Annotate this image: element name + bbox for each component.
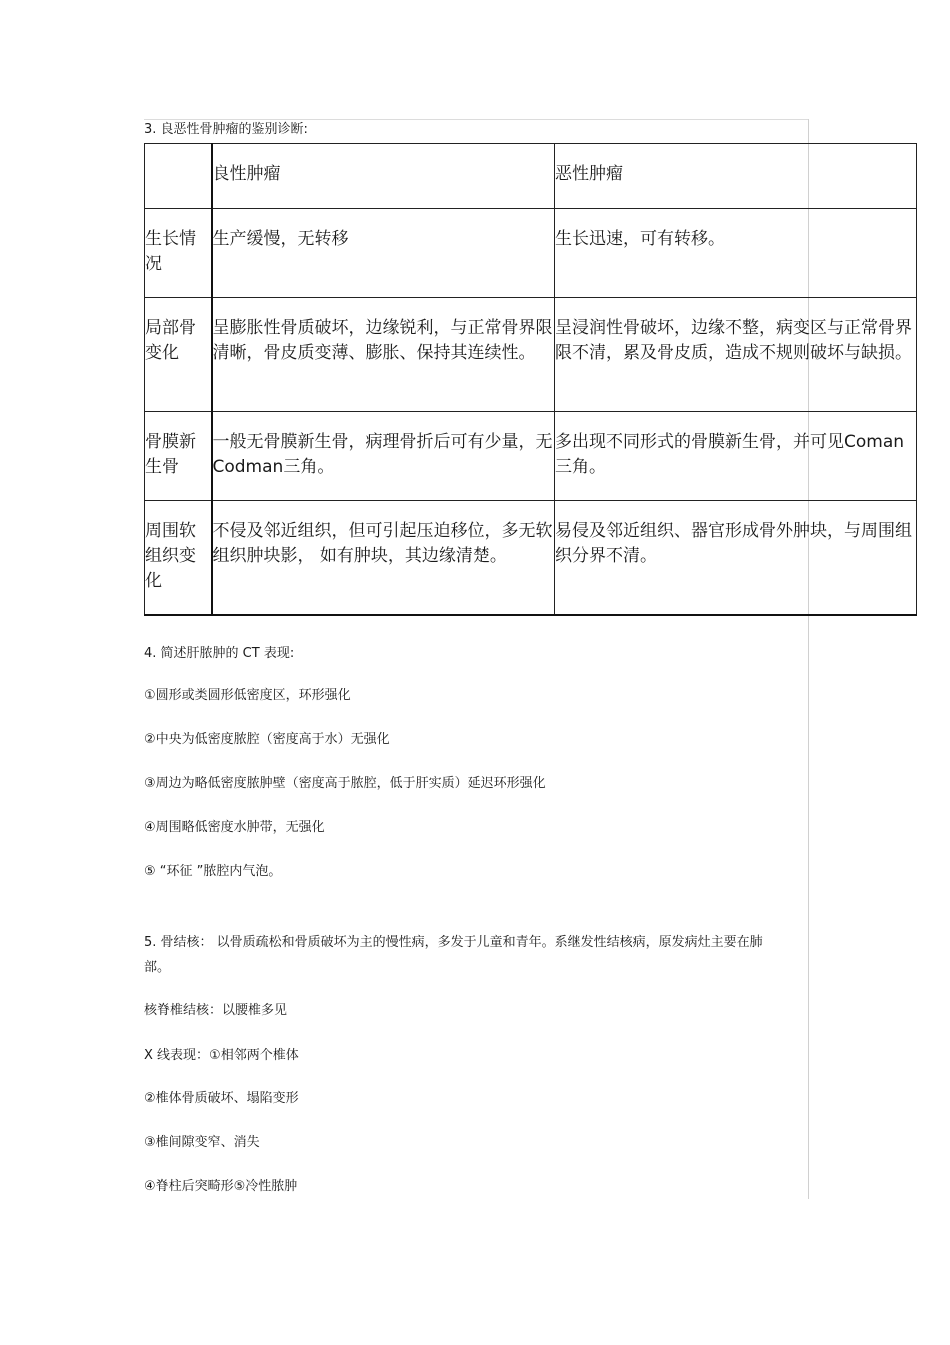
section5-intro: 5. 骨结核： 以骨质疏松和骨质破坏为主的慢性病，多发于儿童和青年。系继发性结核病，原发病灶主要在肺部。 [144,935,763,975]
malignant-text: 易侵及邻近组织、器官形成骨外肿块，与周围组织分界不清。 [555,521,912,566]
malignant-cell [555,209,917,298]
benign-cell [212,298,555,412]
table-row [145,298,917,412]
list-item: ③周边为略低密度脓肿壁（密度高于脓腔，低于肝实质）延迟环形强化 [144,776,546,791]
malignant-cell [555,501,917,615]
row-label-cell [145,298,212,412]
page-frame-top [144,119,809,120]
header-cell-empty [145,144,212,209]
benign-text: 生产缓慢，无转移 [212,229,349,249]
header-cell-malignant [555,144,917,209]
section5-spine: 核脊椎结核：以腰椎多见 [144,1003,288,1018]
benign-text: 不侵及邻近组织，但可引起压迫移位，多无软组织肿块影， 如有肿块，其边缘清楚。 [212,521,553,566]
benign-text: 一般无骨膜新生骨，病理骨折后可有少量，无 Codman三角。 [212,432,553,477]
tumor-comparison-table [144,143,917,616]
list-item: ②椎体骨质破坏、塌陷变形 [144,1091,299,1106]
malignant-cell [555,298,917,412]
list-item: ⑤ “环征 ”脓腔内气泡。 [144,864,282,879]
malignant-text: 生长迅速，可有转移。 [555,229,725,249]
benign-text: 呈膨胀性骨质破坏，边缘锐利，与正常骨界限清晰，骨皮质变薄、膨胀、保持其连续性。 [212,318,553,363]
benign-cell [212,209,555,298]
benign-cell [212,412,555,501]
list-item: ②中央为低密度脓腔（密度高于水）无强化 [144,732,390,747]
malignant-cell [555,412,917,501]
row-label: 生长情况 [145,229,196,274]
list-item: ④脊柱后突畸形⑤冷性脓肿 [144,1179,298,1194]
row-label: 骨膜新生骨 [145,432,196,477]
table-row [145,209,917,298]
row-label-cell [145,209,212,298]
header-cell-benign [212,144,555,209]
malignant-text: 呈浸润性骨破坏，边缘不整，病变区与正常骨界限不清，累及骨皮质，造成不规则破坏与缺损。 [555,318,912,363]
section3-title: 3. 良恶性骨肿瘤的鉴别诊断: [144,122,308,137]
row-label: 周围软组织变化 [145,521,196,591]
header-label-malignant: 恶性肿瘤 [555,164,623,184]
row-label: 局部骨变化 [145,318,196,363]
list-item: ④周围略低密度水肿带，无强化 [144,820,325,835]
section4-title: 4. 简述肝脓肿的 CT 表现: [144,646,295,661]
table-row [145,501,917,615]
header-label-benign: 良性肿瘤 [212,164,281,184]
list-item: X 线表现：①相邻两个椎体 [144,1048,299,1063]
list-item: ③椎间隙变窄、消失 [144,1135,260,1150]
row-label-cell [145,412,212,501]
benign-cell [212,501,555,615]
list-item: ①圆形或类圆形低密度区，环形强化 [144,688,351,703]
table-row [145,412,917,501]
table-header-row [145,144,917,209]
malignant-text: 多出现不同形式的骨膜新生骨，并可见Coman三角。 [555,432,905,477]
row-label-cell [145,501,212,615]
